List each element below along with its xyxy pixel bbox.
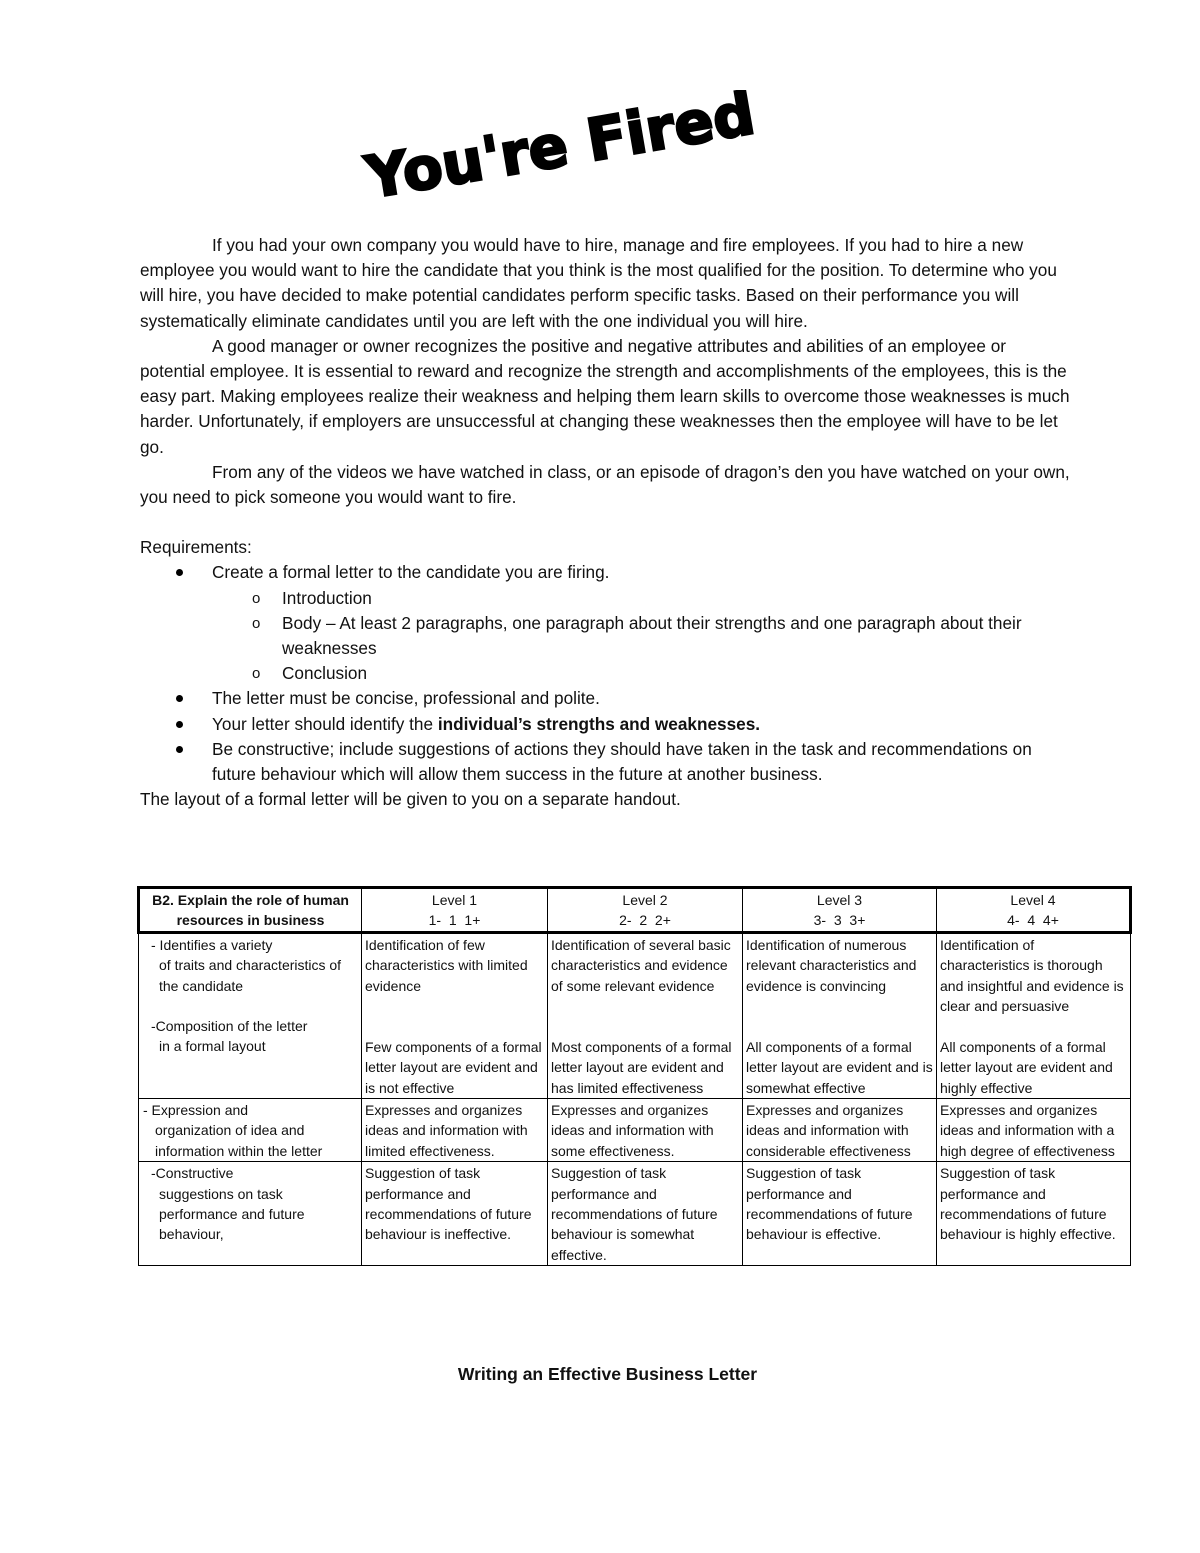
title-wordart-graphic xyxy=(360,90,850,220)
criterion-cell: - Identifies a variety of traits and characteristics of the candidate -Composition of the letter in a formal layout xyxy=(139,932,362,1098)
rubric-cell: Suggestion of task performance and recommendations of future behaviour is effective. xyxy=(743,1162,937,1266)
footer-title: Writing an Effective Business Letter xyxy=(457,1364,758,1384)
task-paragraph: From any of the videos we have watched in class, or an episode of dragon’s den you have watched on your own, you need to pick someone you would want to fire. xyxy=(140,461,1070,508)
criterion-heading: B2. Explain the role of human resources in business xyxy=(139,888,362,933)
rubric-cell: Identification of few characteristics with limited evidence Few components of a formal letter layout are evident and is not effective xyxy=(362,932,548,1098)
rubric-cell: Expresses and organizes ideas and information with considerable effectiveness xyxy=(743,1099,937,1162)
rubric-cell: Suggestion of task performance and recommendations of future behaviour is highly effective. xyxy=(937,1162,1131,1266)
requirement-identify-prefix: Your letter should identify the xyxy=(212,713,438,734)
layout-note: The layout of a formal letter will be given to you on a separate handout. xyxy=(140,789,681,810)
list-item: o Conclusion xyxy=(212,661,1070,686)
instructions-body xyxy=(140,233,1070,812)
criterion-cell: - Expression and organization of idea and information within the letter xyxy=(139,1099,362,1162)
page-title: You're Fired xyxy=(361,90,760,212)
level-3-heading: Level 3 3- 3 3+ xyxy=(743,888,937,933)
level-1-heading: Level 1 1- 1 1+ xyxy=(362,888,548,933)
requirement-identify-bold: individual’s strengths and weaknesses. xyxy=(437,713,761,734)
requirements-list xyxy=(140,560,1070,787)
level-2-heading: Level 2 2- 2 2+ xyxy=(548,888,743,933)
table-row xyxy=(139,1162,1131,1266)
rubric-cell: Suggestion of task performance and recommendations of future behaviour is somewhat effective. xyxy=(548,1162,743,1266)
rubric-cell: Expresses and organizes ideas and information with some effectiveness. xyxy=(548,1099,743,1162)
list-item: o Introduction xyxy=(212,586,1070,611)
letter-parts-list xyxy=(212,586,1070,687)
list-item xyxy=(140,712,1070,737)
intro-paragraph: If you had your own company you would have to hire, manage and fire employees. If you had to hire a new employee you would want to hire the candidate that you think is the most qualified for the position. To determine who you will hire, you have decided to make potential candidates perform specific tasks. Based on their performance you will systematically eliminate candidates until you are left with the one individual you will hire. xyxy=(140,235,1057,331)
rubric-cell: Expresses and organizes ideas and information with limited effectiveness. xyxy=(362,1099,548,1162)
manager-paragraph: A good manager or owner recognizes the positive and negative attributes and abilities of an employee or potential employee. It is essential to reward and recognize the strength and accomplishments of the employees, this is the easy part. Making employees realize their weakness and helping them learn skills to overcome those weaknesses is much harder. Unfortunately, if employers are unsuccessful at changing these weaknesses then the employee will have to be let go. xyxy=(140,335,1070,457)
list-item xyxy=(140,560,1070,686)
list-item: Be constructive; include suggestions of actions they should have taken in the task and recommendations on future behaviour which will allow them success in the future at another business. xyxy=(140,737,1070,787)
rubric-cell: Identification of characteristics is thorough and insightful and evidence is clear and persuasive All components of a formal letter layout are evident and highly effective xyxy=(937,932,1131,1098)
list-item: o Body – At least 2 paragraphs, one paragraph about their strengths and one paragraph about their weaknesses xyxy=(212,611,1070,661)
rubric-cell: Suggestion of task performance and recommendations of future behaviour is ineffective. xyxy=(362,1162,548,1266)
title-wordart xyxy=(360,90,850,220)
rubric-cell: Expresses and organizes ideas and information with a high degree of effectiveness xyxy=(937,1099,1131,1162)
table-row xyxy=(139,932,1131,1098)
rubric-table xyxy=(137,886,1132,1266)
requirement-formal-letter: Create a formal letter to the candidate you are firing. xyxy=(212,562,610,583)
table-row xyxy=(139,1099,1131,1162)
criterion-cell: -Constructive suggestions on task performance and future behaviour, xyxy=(139,1162,362,1266)
requirements-heading: Requirements: xyxy=(140,537,252,558)
list-item: The letter must be concise, professional and polite. xyxy=(140,686,1070,711)
rubric-header-row xyxy=(139,888,1131,933)
rubric-cell: Identification of numerous relevant characteristics and evidence is convincing All components of a formal letter layout are evident and is somewhat effective xyxy=(743,932,937,1098)
rubric-cell: Identification of several basic characteristics and evidence of some relevant evidence Most components of a formal letter layout are evident and has limited effectiveness xyxy=(548,932,743,1098)
level-4-heading: Level 4 4- 4 4+ xyxy=(937,888,1131,933)
